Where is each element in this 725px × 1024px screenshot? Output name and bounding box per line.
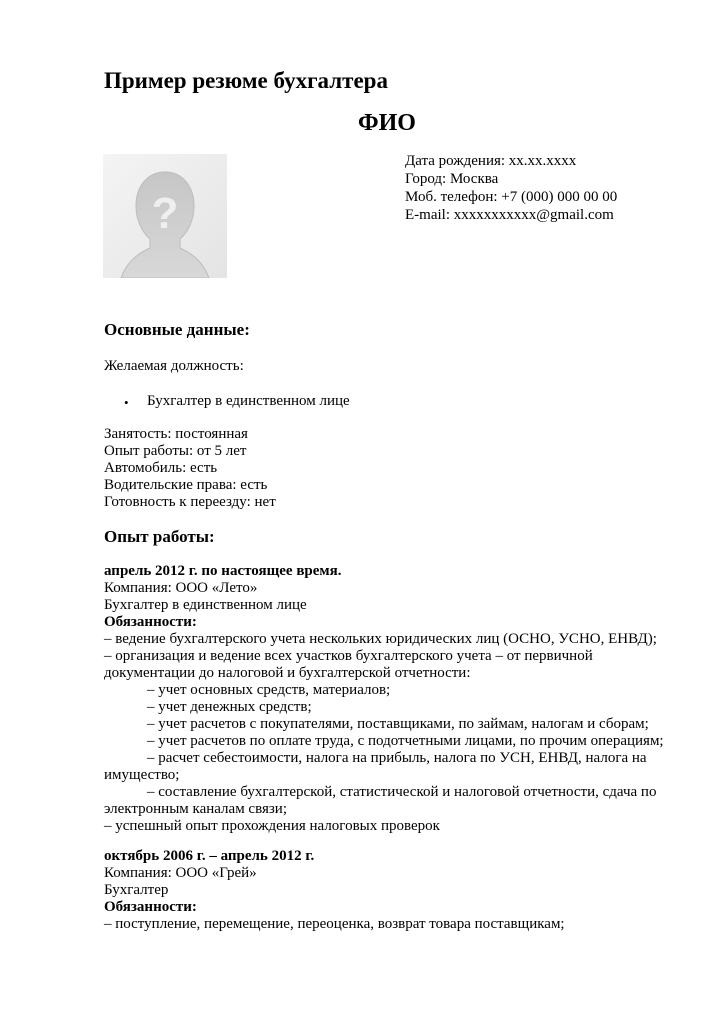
job-2 — [104, 848, 565, 933]
unknown-person-placeholder-icon — [103, 154, 227, 278]
contact-info — [405, 152, 617, 224]
document-title: Пример резюме бухгалтера — [104, 68, 388, 93]
desired-position-label: Желаемая должность: — [104, 358, 244, 374]
bullet-icon: • — [124, 395, 129, 410]
employment: Занятость: постоянная — [104, 426, 248, 442]
profile-photo-placeholder — [103, 154, 227, 278]
question-mark-glyph: ? — [151, 189, 179, 238]
job-1-duty: – организация и ведение всех участков бухгалтерского учета – от первичной — [104, 648, 593, 664]
relocation: Готовность к переезду: нет — [104, 494, 276, 510]
job-2-duty: – поступление, перемещение, переоценка, возврат товара поставщикам; — [104, 916, 565, 932]
basics-details — [104, 426, 276, 511]
email: E-mail: xxxxxxxxxxx@gmail.com — [405, 207, 614, 223]
job-1-duty: – учет расчетов с покупателями, поставщиками, по займам, налогам и сборам; — [147, 716, 649, 732]
job-1-duty: документации до налоговой и бухгалтерской отчетности: — [104, 665, 471, 681]
job-1-duties-label: Обязанности: — [104, 614, 197, 630]
basics-heading: Основные данные: — [104, 320, 250, 339]
job-1-duty: – учет основных средств, материалов; — [147, 682, 391, 698]
job-1-duty: – расчет себестоимости, налога на прибыль, налога по УСН, ЕНВД, налога на — [147, 750, 647, 766]
city: Город: Москва — [405, 171, 499, 187]
job-1-company: Компания: ООО «Лето» — [104, 580, 258, 596]
desired-position-value: Бухгалтер в единственном лице — [147, 393, 350, 409]
job-1-period: апрель 2012 г. по настоящее время. — [104, 563, 342, 579]
driving-license: Водительские права: есть — [104, 477, 268, 493]
job-1-duty: электронным каналам связи; — [104, 801, 287, 817]
experience-heading: Опыт работы: — [104, 527, 215, 546]
job-2-company: Компания: ООО «Грей» — [104, 865, 257, 881]
job-1-duty: – ведение бухгалтерского учета нескольких юридических лиц (ОСНО, УСНО, ЕНВД); — [104, 631, 657, 647]
mobile-phone: Моб. телефон: +7 (000) 000 00 00 — [405, 189, 618, 205]
job-1-duty: – успешный опыт прохождения налоговых проверок — [104, 818, 440, 834]
experience-years: Опыт работы: от 5 лет — [104, 443, 247, 459]
job-1-duty: имущество; — [104, 767, 180, 783]
car: Автомобиль: есть — [104, 460, 218, 476]
job-1-duty: – учет расчетов по оплате труда, с подотчетными лицами, по прочим операциям; — [147, 733, 664, 749]
job-1-position: Бухгалтер в единственном лице — [104, 597, 307, 613]
job-2-period: октябрь 2006 г. – апрель 2012 г. — [104, 848, 315, 864]
job-2-position: Бухгалтер — [104, 882, 169, 898]
job-1-duty: – составление бухгалтерской, статистической и налоговой отчетности, сдача по — [147, 784, 657, 800]
birth-date: Дата рождения: хх.хх.хххх — [405, 153, 577, 169]
full-name-heading: ФИО — [358, 110, 416, 136]
job-2-duties-label: Обязанности: — [104, 899, 197, 915]
job-1 — [104, 563, 664, 835]
job-1-duty: – учет денежных средств; — [147, 699, 312, 715]
